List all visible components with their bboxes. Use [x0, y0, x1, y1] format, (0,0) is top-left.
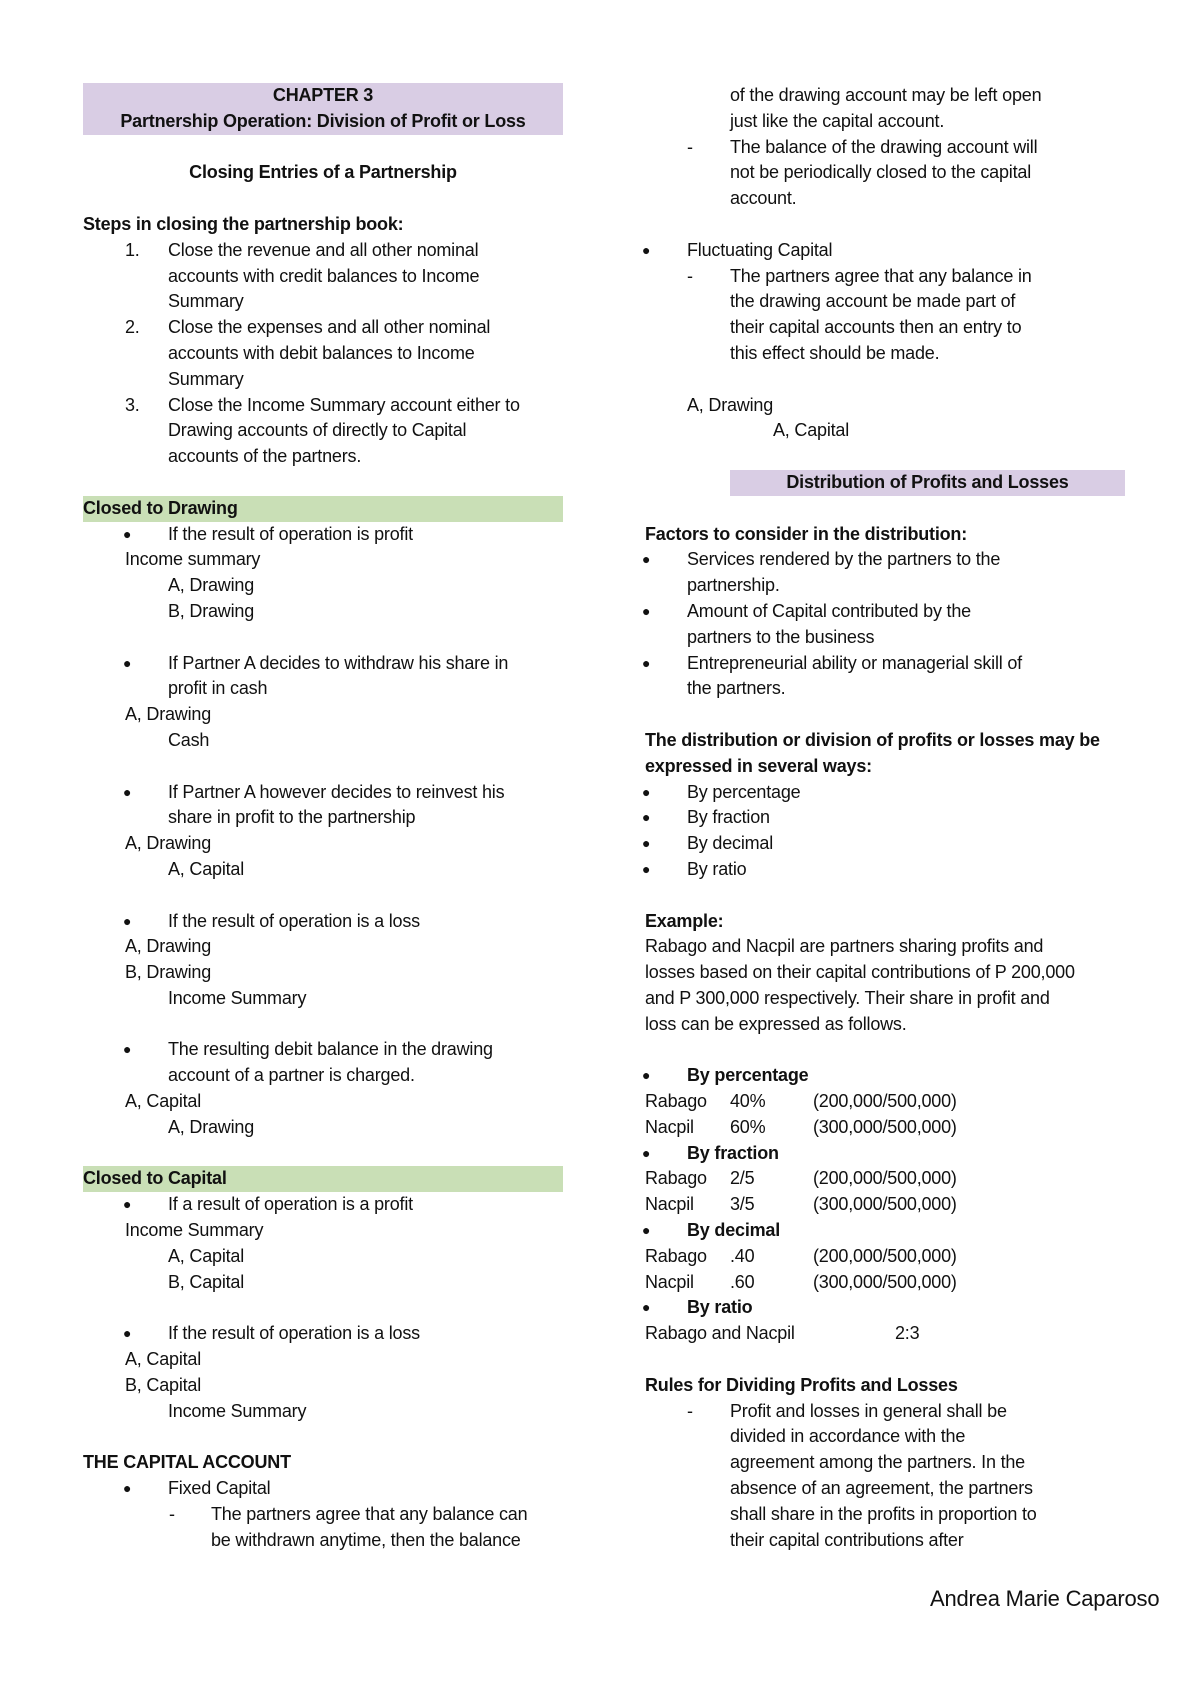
- journal-debit: Income summary: [125, 549, 261, 570]
- bullet-icon: ●: [642, 551, 651, 568]
- example-text: and P 300,000 respectively. Their share in profit and: [645, 987, 1050, 1008]
- fluctuating-capital-text: The partners agree that any balance in: [730, 265, 1032, 286]
- share-computation: (300,000/500,000): [813, 1194, 957, 1215]
- ways-heading: The distribution or division of profits or losses may be: [645, 729, 1100, 750]
- rules-text: their capital contributions after: [730, 1529, 964, 1550]
- left-column: [83, 83, 563, 1553]
- bullet-icon: ●: [642, 1299, 651, 1316]
- example-text: loss can be expressed as follows.: [645, 1013, 907, 1034]
- capital-account-heading: THE CAPITAL ACCOUNT: [83, 1452, 291, 1473]
- factor-text: the partners.: [687, 678, 786, 699]
- rules-heading: Rules for Dividing Profits and Losses: [645, 1374, 958, 1395]
- example-row: [645, 1166, 1125, 1192]
- rules-text: divided in accordance with the: [730, 1426, 966, 1447]
- bullet-icon: ●: [642, 602, 651, 619]
- example-text: Rabago and Nacpil are partners sharing profits and: [645, 936, 1044, 957]
- journal-credit: A, Drawing: [168, 1116, 255, 1137]
- dash-icon: -: [687, 136, 693, 157]
- example-method-label: By fraction: [687, 1142, 779, 1163]
- example-row: [645, 1115, 1125, 1141]
- share-computation: (300,000/500,000): [813, 1271, 957, 1292]
- journal-debit: A, Capital: [125, 1349, 202, 1370]
- share-computation: (200,000/500,000): [813, 1245, 957, 1266]
- case-text: The resulting debit balance in the drawing: [168, 1039, 493, 1060]
- way-item: By percentage: [687, 781, 801, 802]
- bullet-icon: ●: [123, 912, 132, 929]
- partner-name: Nacpil: [645, 1271, 694, 1292]
- bullet-icon: ●: [642, 809, 651, 826]
- bullet-icon: ●: [642, 1222, 651, 1239]
- factor-text: Services rendered by the partners to the: [687, 549, 1001, 570]
- bullet-icon: ●: [642, 860, 651, 877]
- share-value: 2/5: [730, 1168, 755, 1189]
- journal-debit: A, Drawing: [125, 936, 212, 957]
- share-value: .60: [730, 1271, 755, 1292]
- section-heading: Closing Entries of a Partnership: [189, 162, 457, 183]
- journal-credit: A, Drawing: [168, 575, 255, 596]
- case-text: If Partner A decides to withdraw his share in: [168, 652, 509, 673]
- step-text: Close the revenue and all other nominal: [168, 239, 479, 260]
- rules-text: agreement among the partners. In the: [730, 1452, 1025, 1473]
- chapter-number: CHAPTER 3: [272, 85, 374, 105]
- fixed-capital-text: The partners agree that any balance can: [211, 1503, 528, 1524]
- rules-text: absence of an agreement, the partners: [730, 1478, 1033, 1499]
- journal-debit: A, Drawing: [687, 394, 774, 415]
- factor-text: Amount of Capital contributed by the: [687, 600, 971, 621]
- share-value: 2:3: [895, 1323, 920, 1344]
- example-row: [645, 1192, 1125, 1218]
- factor-text: partnership.: [687, 575, 780, 596]
- journal-credit: B, Capital: [168, 1271, 245, 1292]
- example-row: [645, 1089, 1125, 1115]
- journal-debit: A, Capital: [125, 1091, 202, 1112]
- case-text: If the result of operation is a loss: [168, 910, 420, 931]
- journal-debit: A, Drawing: [125, 704, 212, 725]
- steps-heading: Steps in closing the partnership book:: [83, 213, 404, 234]
- journal-credit: B, Drawing: [168, 600, 255, 621]
- step-text: Summary: [168, 291, 244, 312]
- example-row: [645, 1244, 1125, 1270]
- share-value: 3/5: [730, 1194, 755, 1215]
- example-method-label: By ratio: [687, 1297, 753, 1318]
- share-computation: (200,000/500,000): [813, 1168, 957, 1189]
- journal-debit: A, Drawing: [125, 833, 212, 854]
- right-column: [642, 83, 1125, 1553]
- case-text: share in profit to the partnership: [168, 807, 416, 828]
- bullet-icon: ●: [123, 1041, 132, 1058]
- bullet-icon: ●: [642, 1067, 651, 1084]
- step-text: Drawing accounts of directly to Capital: [168, 420, 467, 441]
- partner-name: Rabago and Nacpil: [645, 1323, 795, 1344]
- partner-name: Rabago: [645, 1245, 707, 1266]
- journal-credit: Income Summary: [168, 987, 307, 1008]
- bullet-icon: ●: [642, 783, 651, 800]
- factors-heading: Factors to consider in the distribution:: [645, 523, 968, 544]
- example-heading: Example:: [645, 910, 724, 931]
- example-method-label: By decimal: [687, 1220, 781, 1241]
- share-computation: (200,000/500,000): [813, 1091, 957, 1112]
- way-item: By ratio: [687, 858, 747, 879]
- bullet-icon: ●: [123, 1480, 132, 1497]
- bullet-icon: ●: [642, 1144, 651, 1161]
- bullet-icon: ●: [123, 783, 132, 800]
- journal-credit: Cash: [168, 729, 210, 750]
- case-text: If Partner A however decides to reinvest his: [168, 781, 505, 802]
- fixed-capital-text: be withdrawn anytime, then the balance: [211, 1529, 521, 1550]
- step-text: accounts with debit balances to Income: [168, 342, 475, 363]
- bullet-icon: ●: [123, 1325, 132, 1342]
- way-item: By fraction: [687, 807, 770, 828]
- fluctuating-capital-label: Fluctuating Capital: [687, 239, 833, 260]
- fixed-capital-text: not be periodically closed to the capital: [730, 162, 1031, 183]
- fixed-capital-label: Fixed Capital: [168, 1478, 271, 1499]
- example-method-label: By percentage: [687, 1065, 809, 1086]
- chapter-title: Partnership Operation: Division of Profit or Loss: [120, 110, 526, 131]
- journal-debit: Income Summary: [125, 1220, 264, 1241]
- step-text: Summary: [168, 368, 244, 389]
- bullet-icon: ●: [123, 654, 132, 671]
- case-text: profit in cash: [168, 678, 268, 699]
- fluctuating-capital-text: their capital accounts then an entry to: [730, 317, 1022, 338]
- share-value: 60%: [730, 1116, 766, 1137]
- factor-text: Entrepreneurial ability or managerial skill of: [687, 652, 1022, 673]
- share-value: 40%: [730, 1091, 766, 1112]
- fixed-capital-text: The balance of the drawing account will: [730, 136, 1038, 157]
- step-number: 3.: [125, 394, 140, 415]
- steps-list: [83, 238, 563, 470]
- step-number: 1.: [125, 239, 140, 260]
- step-text: accounts with credit balances to Income: [168, 265, 480, 286]
- journal-credit: A, Capital: [168, 858, 245, 879]
- step-number: 2.: [125, 317, 140, 338]
- fluctuating-capital-text: this effect should be made.: [730, 342, 940, 363]
- case-text: If a result of operation is a profit: [168, 1194, 413, 1215]
- dash-icon: -: [169, 1503, 175, 1524]
- ways-heading: expressed in several ways:: [645, 755, 872, 776]
- fixed-capital-text: account.: [730, 188, 797, 209]
- bullet-icon: ●: [642, 241, 651, 258]
- rules-text: shall share in the profits in proportion to: [730, 1503, 1037, 1524]
- fixed-capital-text: of the drawing account may be left open: [730, 85, 1042, 105]
- step-text: accounts of the partners.: [168, 446, 362, 467]
- case-text: If the result of operation is a loss: [168, 1323, 420, 1344]
- journal-credit: A, Capital: [168, 1245, 245, 1266]
- step-text: Close the expenses and all other nominal: [168, 317, 491, 338]
- partner-name: Nacpil: [645, 1194, 694, 1215]
- case-text: If the result of operation is profit: [168, 523, 413, 544]
- author-footer: Andrea Marie Caparoso: [930, 1586, 1160, 1611]
- way-item: By decimal: [687, 833, 774, 854]
- rules-text: Profit and losses in general shall be: [730, 1400, 1007, 1421]
- example-text: losses based on their capital contributions of P 200,000: [645, 962, 1075, 983]
- journal-credit: Income Summary: [168, 1400, 307, 1421]
- factor-text: partners to the business: [687, 626, 875, 647]
- bullet-icon: ●: [642, 654, 651, 671]
- share-computation: (300,000/500,000): [813, 1116, 957, 1137]
- bullet-icon: ●: [123, 1196, 132, 1213]
- distribution-heading: Distribution of Profits and Losses: [730, 470, 1125, 496]
- bullet-icon: ●: [123, 525, 132, 542]
- example-row: [645, 1321, 1125, 1347]
- case-text: account of a partner is charged.: [168, 1065, 415, 1086]
- journal-credit: A, Capital: [773, 420, 850, 441]
- chapter-header: [83, 83, 563, 135]
- share-value: .40: [730, 1245, 755, 1266]
- partner-name: Rabago: [645, 1091, 707, 1112]
- closed-to-capital-heading: Closed to Capital: [83, 1166, 563, 1192]
- journal-debit: B, Capital: [125, 1374, 202, 1395]
- partner-name: Nacpil: [645, 1116, 694, 1137]
- partner-name: Rabago: [645, 1168, 707, 1189]
- fluctuating-capital-text: the drawing account be made part of: [730, 291, 1016, 312]
- step-text: Close the Income Summary account either to: [168, 394, 520, 415]
- dash-icon: -: [687, 265, 693, 286]
- example-row: [645, 1270, 1125, 1296]
- journal-debit: B, Drawing: [125, 962, 212, 983]
- dash-icon: -: [687, 1400, 693, 1421]
- fixed-capital-text: just like the capital account.: [730, 110, 945, 131]
- bullet-icon: ●: [642, 835, 651, 852]
- closed-to-drawing-heading: Closed to Drawing: [83, 496, 563, 522]
